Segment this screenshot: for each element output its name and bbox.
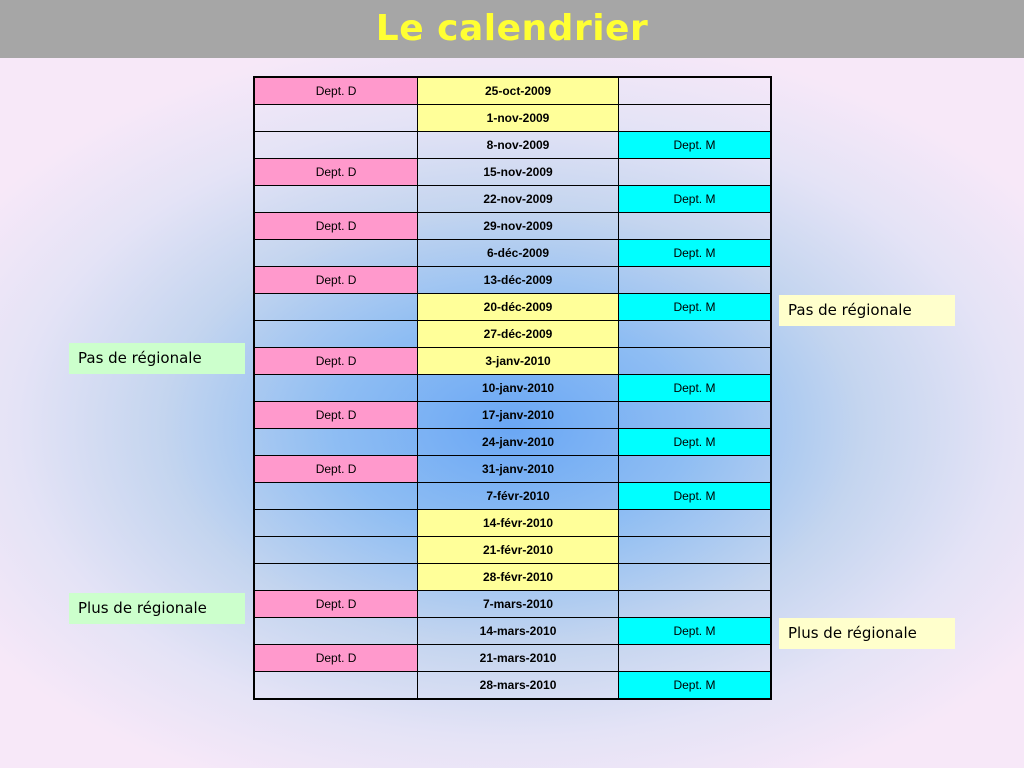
date-cell: 7-févr-2010 <box>418 483 619 510</box>
table-row <box>254 456 771 483</box>
table-row <box>254 240 771 267</box>
dept-d-cell <box>254 132 418 159</box>
table-row <box>254 618 771 645</box>
dept-m-cell: Dept. M <box>618 429 771 456</box>
dept-m-cell <box>618 77 771 105</box>
dept-m-cell <box>618 105 771 132</box>
dept-d-cell <box>254 294 418 321</box>
table-row <box>254 483 771 510</box>
title-bar <box>0 0 1024 58</box>
note-right-pas-de-regionale: Pas de régionale <box>779 295 955 326</box>
table-row <box>254 186 771 213</box>
date-cell: 14-févr-2010 <box>418 510 619 537</box>
table-row <box>254 672 771 700</box>
dept-m-cell <box>618 645 771 672</box>
date-cell: 8-nov-2009 <box>418 132 619 159</box>
table-row <box>254 105 771 132</box>
table-row <box>254 213 771 240</box>
dept-d-cell <box>254 186 418 213</box>
date-cell: 3-janv-2010 <box>418 348 619 375</box>
table-row <box>254 375 771 402</box>
date-cell: 10-janv-2010 <box>418 375 619 402</box>
dept-d-cell: Dept. D <box>254 77 418 105</box>
dept-m-cell <box>618 456 771 483</box>
date-cell: 6-déc-2009 <box>418 240 619 267</box>
dept-m-cell: Dept. M <box>618 240 771 267</box>
date-cell: 22-nov-2009 <box>418 186 619 213</box>
date-cell: 15-nov-2009 <box>418 159 619 186</box>
date-cell: 14-mars-2010 <box>418 618 619 645</box>
date-cell: 28-févr-2010 <box>418 564 619 591</box>
calendar-table <box>253 76 772 700</box>
date-cell: 31-janv-2010 <box>418 456 619 483</box>
table-row <box>254 294 771 321</box>
dept-m-cell: Dept. M <box>618 375 771 402</box>
dept-d-cell: Dept. D <box>254 591 418 618</box>
dept-m-cell <box>618 159 771 186</box>
date-cell: 21-mars-2010 <box>418 645 619 672</box>
dept-m-cell <box>618 591 771 618</box>
dept-d-cell: Dept. D <box>254 645 418 672</box>
table-row <box>254 402 771 429</box>
date-cell: 20-déc-2009 <box>418 294 619 321</box>
table-row <box>254 564 771 591</box>
dept-m-cell: Dept. M <box>618 618 771 645</box>
table-row <box>254 267 771 294</box>
table-row <box>254 645 771 672</box>
dept-d-cell <box>254 537 418 564</box>
date-cell: 7-mars-2010 <box>418 591 619 618</box>
table-row <box>254 77 771 105</box>
dept-m-cell <box>618 321 771 348</box>
dept-d-cell: Dept. D <box>254 348 418 375</box>
date-cell: 21-févr-2010 <box>418 537 619 564</box>
dept-m-cell: Dept. M <box>618 483 771 510</box>
date-cell: 1-nov-2009 <box>418 105 619 132</box>
dept-d-cell: Dept. D <box>254 159 418 186</box>
table-row <box>254 510 771 537</box>
dept-d-cell <box>254 510 418 537</box>
dept-d-cell <box>254 429 418 456</box>
date-cell: 13-déc-2009 <box>418 267 619 294</box>
dept-d-cell <box>254 105 418 132</box>
dept-d-cell <box>254 564 418 591</box>
dept-d-cell: Dept. D <box>254 456 418 483</box>
page-title: Le calendrier <box>375 8 649 49</box>
table-row <box>254 537 771 564</box>
dept-d-cell <box>254 672 418 700</box>
dept-m-cell: Dept. M <box>618 672 771 700</box>
dept-m-cell: Dept. M <box>618 132 771 159</box>
dept-d-cell <box>254 375 418 402</box>
dept-m-cell <box>618 564 771 591</box>
table-row <box>254 321 771 348</box>
dept-m-cell <box>618 402 771 429</box>
note-right-plus-de-regionale: Plus de régionale <box>779 618 955 649</box>
note-left-plus-de-regionale: Plus de régionale <box>69 593 245 624</box>
dept-m-cell <box>618 267 771 294</box>
date-cell: 29-nov-2009 <box>418 213 619 240</box>
dept-d-cell <box>254 618 418 645</box>
dept-m-cell: Dept. M <box>618 186 771 213</box>
dept-m-cell <box>618 537 771 564</box>
table-row <box>254 159 771 186</box>
dept-m-cell: Dept. M <box>618 294 771 321</box>
note-left-pas-de-regionale: Pas de régionale <box>69 343 245 374</box>
table-row <box>254 591 771 618</box>
dept-d-cell <box>254 483 418 510</box>
table-row <box>254 132 771 159</box>
date-cell: 27-déc-2009 <box>418 321 619 348</box>
dept-d-cell <box>254 321 418 348</box>
dept-d-cell: Dept. D <box>254 267 418 294</box>
dept-d-cell: Dept. D <box>254 213 418 240</box>
dept-m-cell <box>618 348 771 375</box>
dept-d-cell: Dept. D <box>254 402 418 429</box>
calendar-body <box>254 77 771 699</box>
dept-m-cell <box>618 510 771 537</box>
date-cell: 17-janv-2010 <box>418 402 619 429</box>
table-row <box>254 429 771 456</box>
table-row <box>254 348 771 375</box>
date-cell: 25-oct-2009 <box>418 77 619 105</box>
dept-d-cell <box>254 240 418 267</box>
date-cell: 24-janv-2010 <box>418 429 619 456</box>
dept-m-cell <box>618 213 771 240</box>
date-cell: 28-mars-2010 <box>418 672 619 700</box>
